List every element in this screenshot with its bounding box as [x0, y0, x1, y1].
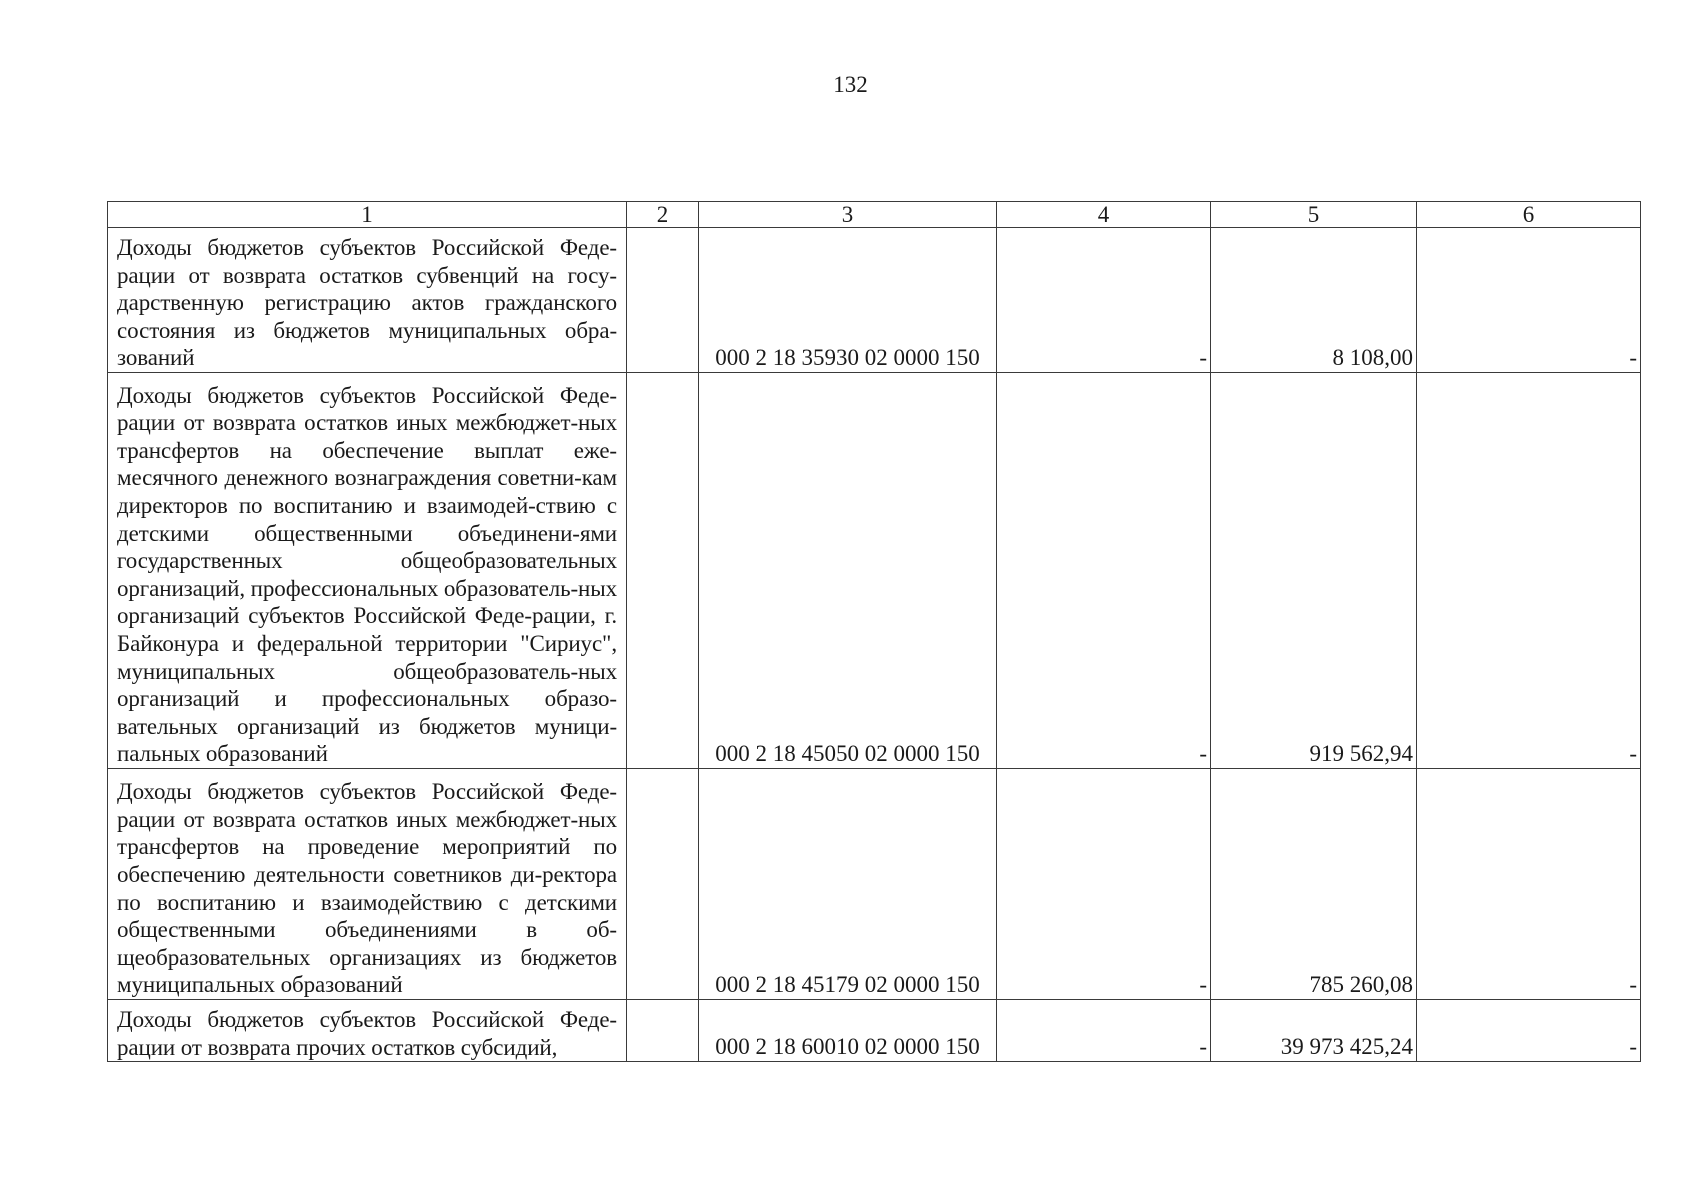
row-col6-value: -	[1417, 769, 1641, 1000]
column-header: 2	[627, 202, 699, 228]
column-header: 4	[997, 202, 1211, 228]
column-header: 1	[108, 202, 627, 228]
row-col5-value: 785 260,08	[1211, 769, 1417, 1000]
row-col2-cell	[627, 769, 699, 1000]
column-header: 5	[1211, 202, 1417, 228]
row-col2-cell	[627, 1000, 699, 1062]
row-col4-value: -	[997, 228, 1211, 373]
page-number: 132	[833, 72, 868, 97]
table-row	[108, 373, 1641, 769]
column-header: 6	[1417, 202, 1641, 228]
budget-revenue-table	[107, 201, 1641, 1062]
row-col5-value: 919 562,94	[1211, 373, 1417, 769]
table-row	[108, 228, 1641, 373]
row-description: Доходы бюджетов субъектов Российской Феде-рации от возврата остатков субвенций на госу-дарственную регистрацию актов гражданского состояния из бюджетов муниципальных обра-зований	[108, 228, 627, 373]
row-description: Доходы бюджетов субъектов Российской Феде-рации от возврата остатков иных межбюджет-ных трансфертов на проведение мероприятий по обеспечению деятельности советников ди-ректора по воспитанию и взаимодействию с детскими общественными объединениями в об-щеобразовательных организациях из бюджетов муниципальных образований	[108, 769, 627, 1000]
row-col5-value: 39 973 425,24	[1211, 1000, 1417, 1062]
row-description: Доходы бюджетов субъектов Российской Феде-рации от возврата прочих остатков субсидий,	[108, 1000, 627, 1062]
row-col4-value: -	[997, 769, 1211, 1000]
table-row	[108, 769, 1641, 1000]
row-col6-value: -	[1417, 1000, 1641, 1062]
row-code: 000 2 18 60010 02 0000 150	[699, 1000, 997, 1062]
table-row	[108, 1000, 1641, 1062]
column-header: 3	[699, 202, 997, 228]
row-col2-cell	[627, 228, 699, 373]
row-col4-value: -	[997, 373, 1211, 769]
row-col6-value: -	[1417, 228, 1641, 373]
row-description: Доходы бюджетов субъектов Российской Феде-рации от возврата остатков иных межбюджет-ных трансфертов на обеспечение выплат еже-месячного денежного вознаграждения советни-кам директоров по воспитанию и взаимодей-ствию с детскими общественными объединени-ями государственных общеобразовательных организаций, профессиональных образователь-ных организаций субъектов Российской Феде-рации, г. Байконура и федеральной территории "Сириус", муниципальных общеобразователь-ных организаций и профессиональных образо-вательных организаций из бюджетов муници-пальных образований	[108, 373, 627, 769]
row-col4-value: -	[997, 1000, 1211, 1062]
row-code: 000 2 18 45050 02 0000 150	[699, 373, 997, 769]
row-col5-value: 8 108,00	[1211, 228, 1417, 373]
table-header-row	[108, 202, 1641, 228]
row-col2-cell	[627, 373, 699, 769]
row-col6-value: -	[1417, 373, 1641, 769]
row-code: 000 2 18 45179 02 0000 150	[699, 769, 997, 1000]
row-code: 000 2 18 35930 02 0000 150	[699, 228, 997, 373]
